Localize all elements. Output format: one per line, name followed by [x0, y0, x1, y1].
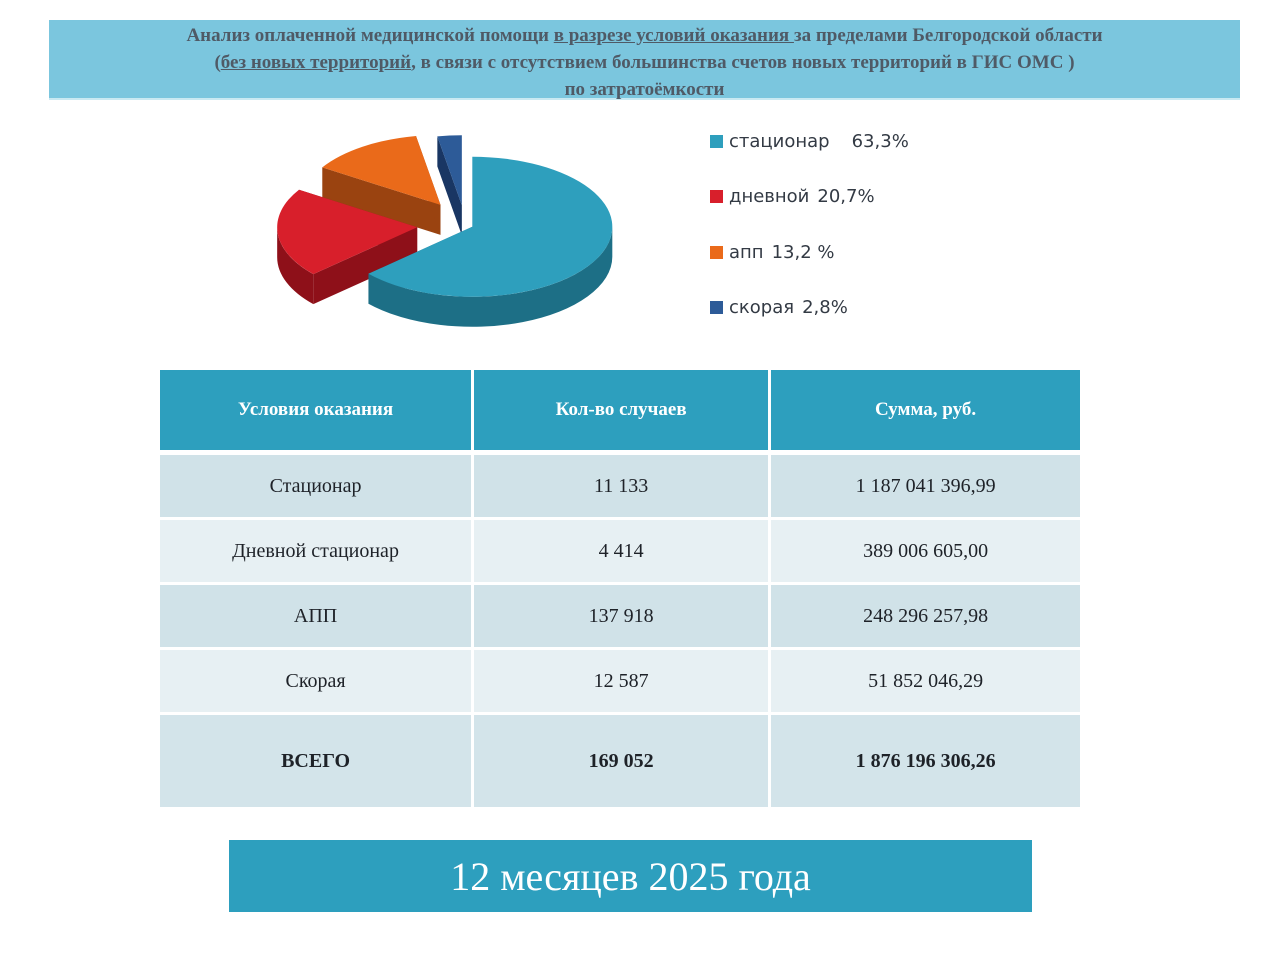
cell-cases: 12 587: [474, 650, 771, 715]
cell-condition: Скорая: [160, 650, 474, 715]
legend-percent: 20,7%: [817, 186, 875, 207]
title-banner: [49, 20, 1240, 100]
table-header-row: [160, 370, 1080, 455]
legend-item-ambulance: [710, 296, 848, 320]
cell-condition: Стационар: [160, 455, 474, 520]
legend-item-day: [710, 185, 875, 209]
title-text: , в связи с отсутствием большинства счетов новых территорий в ГИС ОМС ): [411, 52, 1075, 73]
legend-label: апп: [729, 242, 764, 263]
header-sum: Сумма, руб.: [771, 370, 1080, 455]
title-underlined-text: без новых территорий: [220, 52, 412, 73]
period-banner: 12 месяцев 2025 года: [229, 840, 1032, 912]
title-line-1: [49, 22, 1240, 49]
cell-condition: Дневной стационар: [160, 520, 474, 585]
legend-item-app: [710, 241, 834, 265]
header-conditions: Условия оказания: [160, 370, 474, 455]
table-total-row: [160, 715, 1080, 810]
legend-percent: 2,8%: [802, 297, 848, 318]
table-row: [160, 650, 1080, 715]
title-text: за пределами Белгородской области: [793, 25, 1103, 46]
legend-swatch: [710, 190, 723, 203]
legend-percent: 63,3%: [851, 131, 909, 152]
cell-total-label: ВСЕГО: [160, 715, 474, 810]
cell-sum: 51 852 046,29: [771, 650, 1080, 715]
title-text: Анализ оплаченной медицинской помощи: [186, 25, 554, 46]
legend-swatch: [710, 246, 723, 259]
title-line-3: по затратоёмкости: [564, 79, 725, 100]
title-underlined-text: в разрезе условий оказания: [553, 25, 794, 46]
cell-condition: АПП: [160, 585, 474, 650]
table-row: [160, 520, 1080, 585]
cell-sum: 389 006 605,00: [771, 520, 1080, 585]
cell-total-sum: 1 876 196 306,26: [771, 715, 1080, 810]
pie-chart: [270, 130, 690, 350]
title-text: (: [214, 52, 221, 73]
summary-table: [160, 370, 1080, 810]
cell-cases: 137 918: [474, 585, 771, 650]
cell-total-cases: 169 052: [474, 715, 771, 810]
legend-item-stationary: [710, 130, 909, 154]
legend-label: скорая: [729, 297, 795, 318]
legend-swatch: [710, 135, 723, 148]
pie-slice-скорая: [437, 135, 462, 235]
table-row: [160, 585, 1080, 650]
cell-sum: 248 296 257,98: [771, 585, 1080, 650]
legend-label: дневной: [729, 186, 810, 207]
legend-label: стационар: [729, 131, 830, 152]
legend-swatch: [710, 301, 723, 314]
header-cases: Кол-во случаев: [474, 370, 771, 455]
title-line-2: [49, 49, 1240, 76]
cell-sum: 1 187 041 396,99: [771, 455, 1080, 520]
table-row: [160, 455, 1080, 520]
cell-cases: 4 414: [474, 520, 771, 585]
legend-percent: 13,2 %: [771, 242, 835, 263]
pie-chart-svg: [270, 130, 690, 350]
cell-cases: 11 133: [474, 455, 771, 520]
